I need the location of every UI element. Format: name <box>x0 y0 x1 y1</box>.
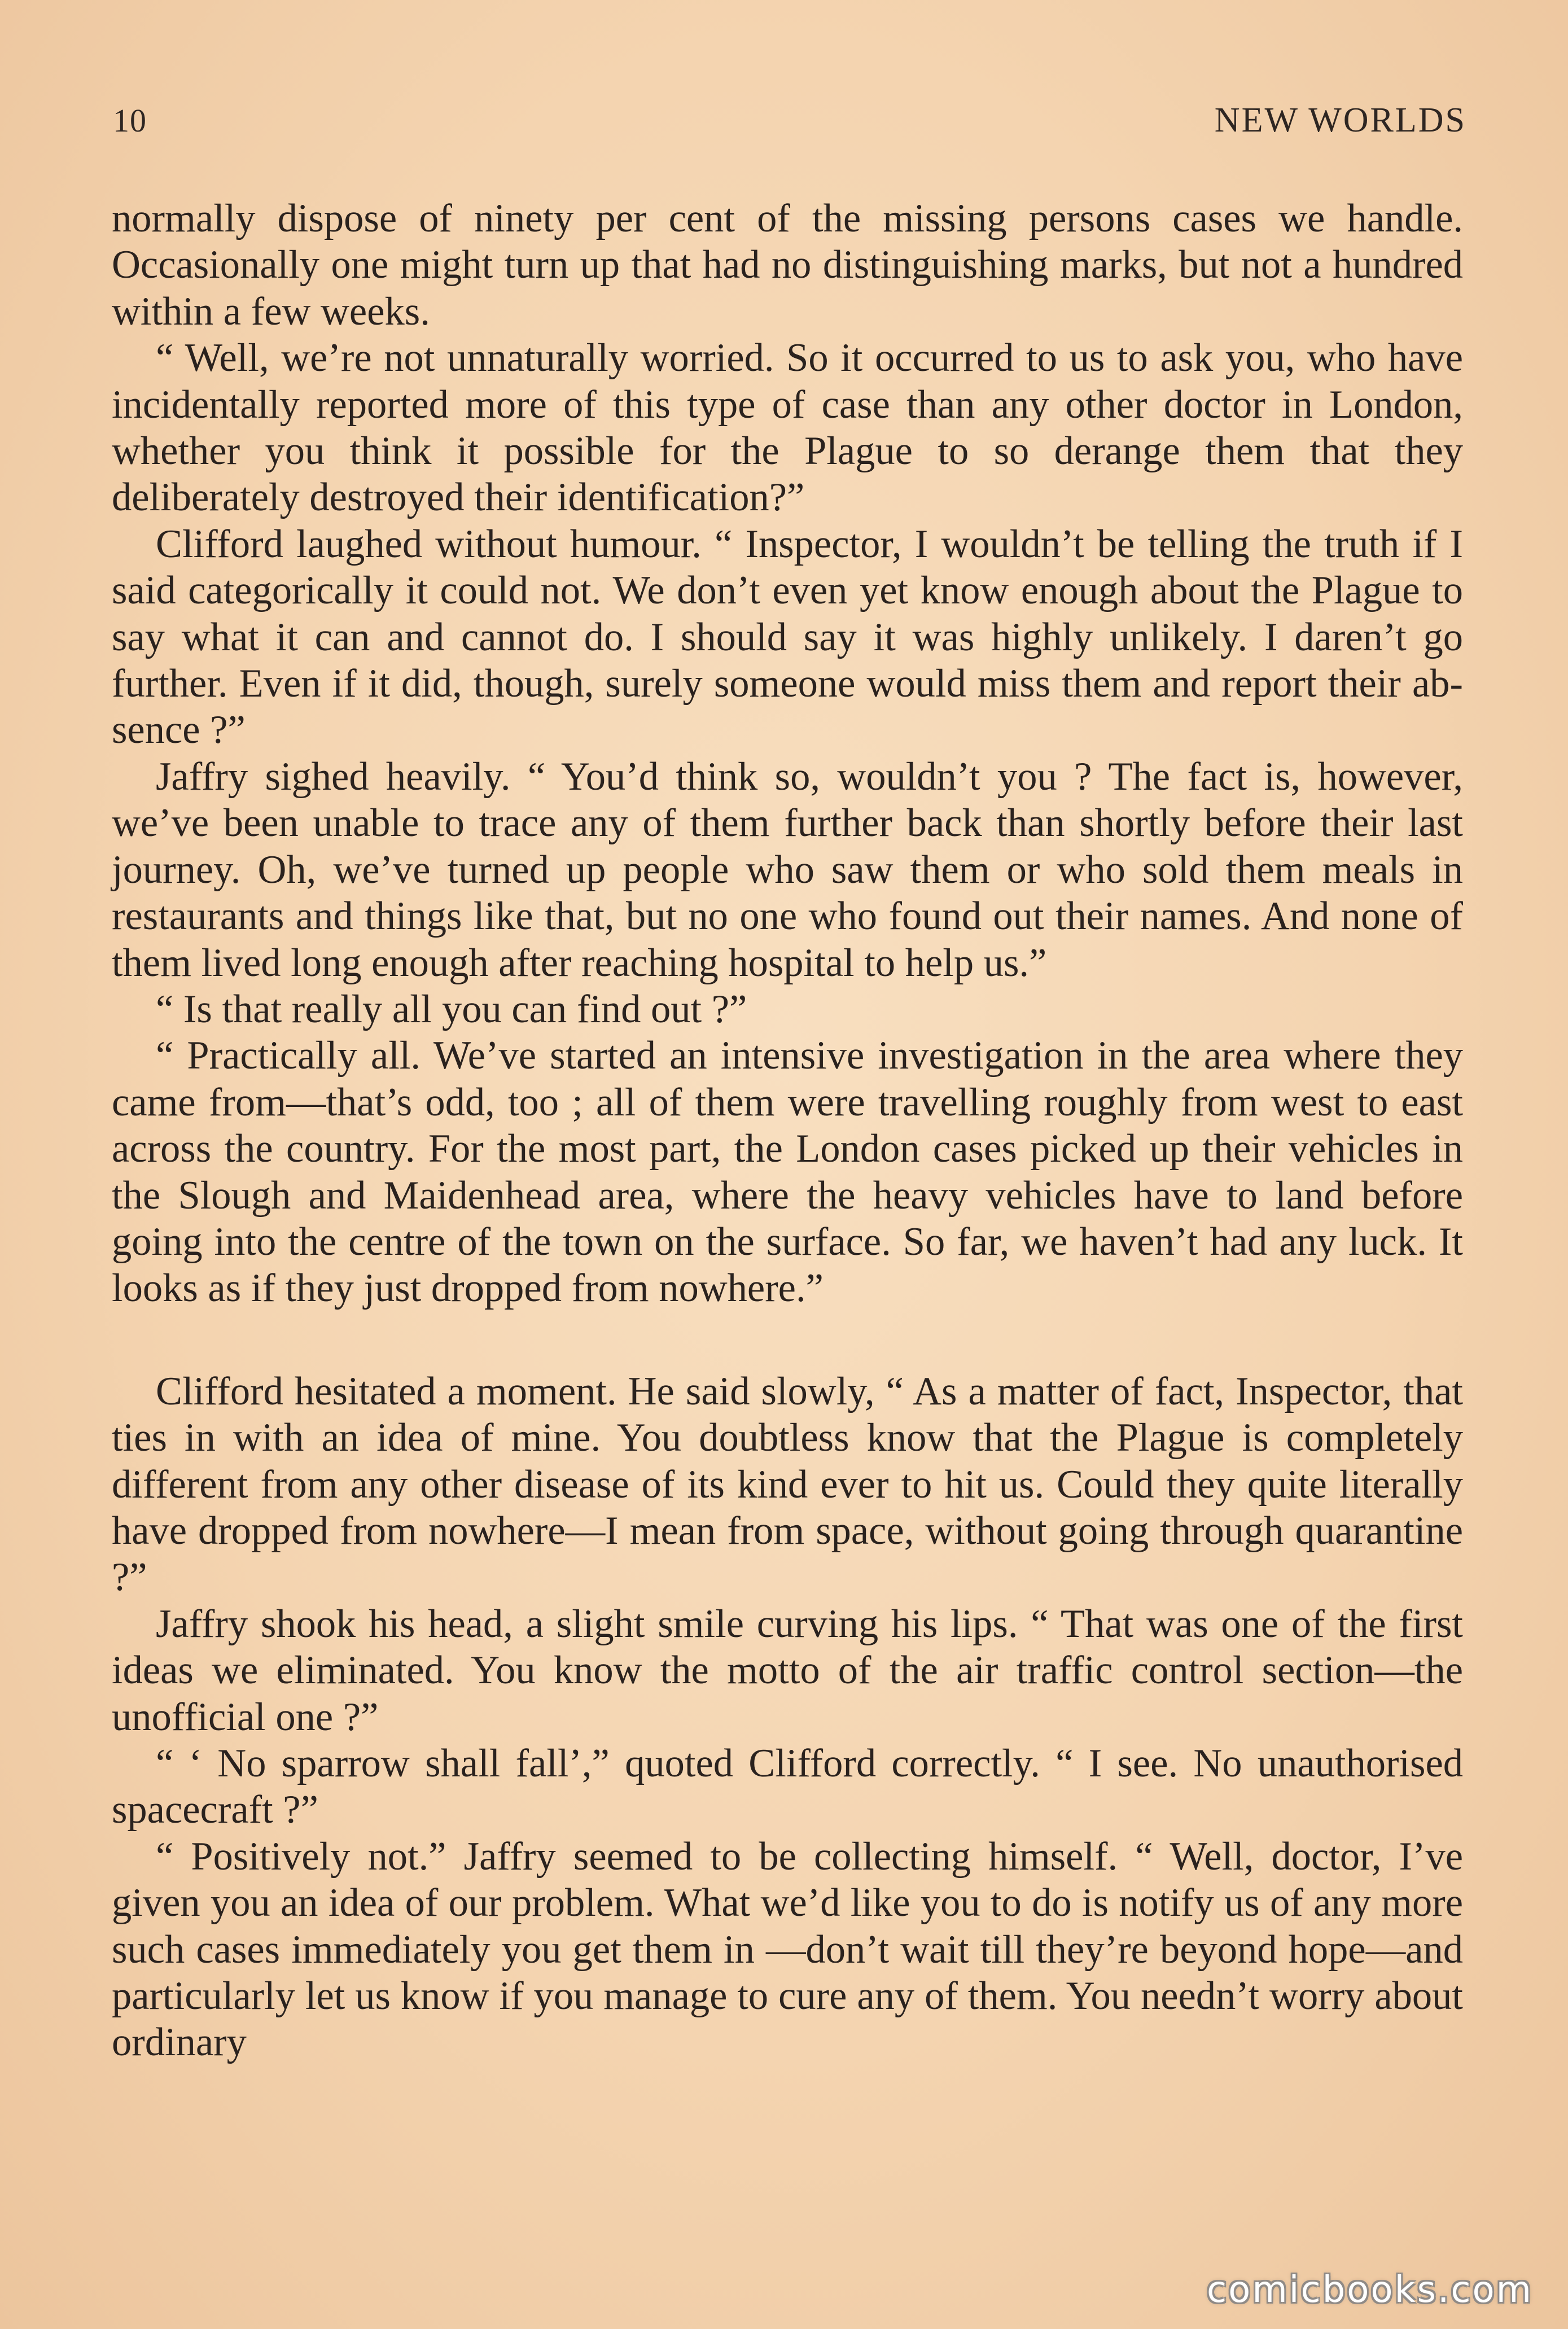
paragraph: “ Is that really all you can find out ?” <box>156 987 747 1031</box>
paragraph: “ ‘ No sparrow shall fall’,” quoted Clifford correctly. “ I see. No unauthorised spacecraft ?” <box>112 1741 1463 1832</box>
paragraph: normally dispose of ninety per cent of the missing persons cases we handle. Occasionally one might turn up that had no distinguishing marks, but not a hundred within a few weeks. <box>112 196 1463 334</box>
paragraph: Clifford laughed without humour. “ Inspector, I wouldn’t be telling the truth if I said categorically it could not. We don’t even yet know enough about the Plague to say what it can and cannot do. I should say it was highly unlikely. I daren’t go further. Even if it did, though, surely someone would miss them and report their absence ?” <box>112 522 1463 752</box>
paragraph: “ Practically all. We’ve started an intensive investigation in the area where they came from—that’s odd, too ; all of them were travelling roughly from west to east across the country. For the most part, the London cases picked up their vehicles in the Slough and Maidenhead area, where the heavy vehicles have to land before going into the centre of the town on the surface. So far, we haven’t had any luck. It looks as if they just dropped from nowhere.” <box>112 1034 1463 1311</box>
running-head <box>113 100 1466 151</box>
section-break <box>112 1312 1463 1368</box>
paragraph: Clifford hesitated a moment. He said slowly, “ As a matter of fact, Inspector, that ties in with an idea of mine. You doubtless know that the Plague is completely different from any other disease of its kind ever to hit us. Could they quite literally have dropped from nowhere—I mean from space, without going through quarantine ?” <box>112 1369 1463 1600</box>
body-text <box>112 195 1463 2066</box>
watermark-text: comicbooks.com <box>1206 2269 1533 2311</box>
page-number: 10 <box>113 102 147 139</box>
paragraph: “ Well, we’re not unnaturally worried. So it occurred to us to ask you, who have incidentally reported more of this type of case than any other doctor in London, whether you think it possible for the Plague to so derange them that they deliberately destroyed their identification?” <box>112 336 1463 520</box>
paragraph: Jaffry shook his head, a slight smile curving his lips. “ That was one of the first ideas we eliminated. You know the motto of the air traffic control section—the unofficial one ?” <box>112 1601 1463 1739</box>
running-title: NEW WORLDS <box>1214 101 1466 139</box>
paragraph: “ Positively not.” Jaffry seemed to be collecting himself. “ Well, doctor, I’ve given you an idea of our problem. What we’d like you to do is notify us of any more such cases immediately you get them in —don’t wait till they’re beyond hope—and particularly let us know if you manage to cure any of them. You needn’t worry about ordinary <box>112 1834 1463 2065</box>
paragraph: Jaffry sighed heavily. “ You’d think so, wouldn’t you ? The fact is, however, we’ve been unable to trace any of them further back than shortly before their last journey. Oh, we’ve turned up people who saw them or who sold them meals in restaurants and things like that, but no one who found out their names. And none of them lived long enough after reaching hospital to help us.” <box>112 754 1463 985</box>
